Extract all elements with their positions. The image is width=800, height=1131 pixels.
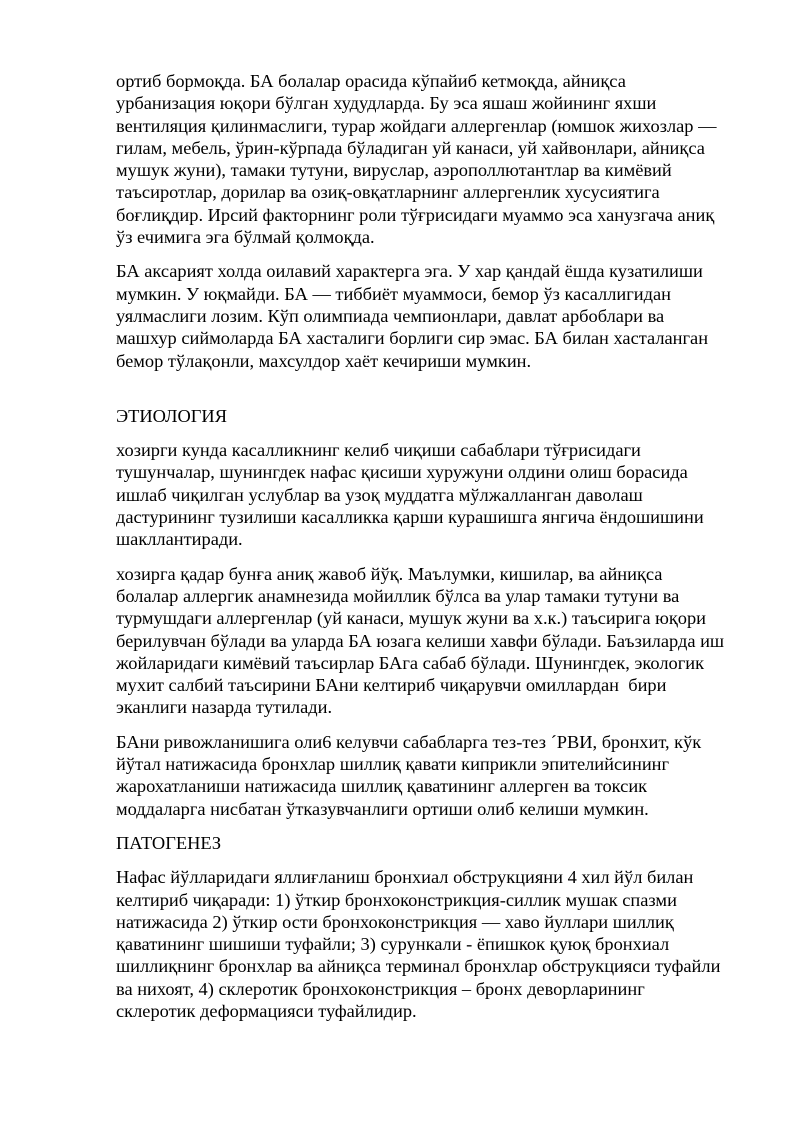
text-line: урбанизация юқори бўлган худудларда. Бу эса яшаш жойининг яхши: [116, 93, 657, 114]
text-line: тушунчалар, шунингдек нафас қисиши хуружуни олдини олиш борасида: [116, 462, 688, 483]
text-line: БА аксарият холда оилавий характерга эга. У хар қандай ёшда кузатилиши: [116, 261, 703, 282]
text-line: ишлаб чиқилган услублар ва узоқ муддатга мўлжалланган даволаш: [116, 484, 643, 505]
text-line: шиллиқнинг бронхлар ва айниқса терминал бронхлар обструкцияси туфайли: [116, 956, 721, 977]
text-line: келтириб чиқаради: 1) ўткир бронхоконстрикция-силлик мушак спазми: [116, 889, 677, 910]
text-line: бемор тўлақонли, махсулдор хаёт кечириши мумкин.: [116, 350, 532, 371]
paragraph-family-character: [116, 260, 736, 371]
text-line: қаватининг шишиши туфайли; 3) сурункали - ёпишкок қуюқ бронхиал: [116, 934, 670, 955]
text-line: турмушдаги аллергенлар (уй канаси, мушук жуни ва х.к.) таъсирига юқори: [116, 608, 706, 629]
text-line: машхур сиймоларда БА хасталиги борлиги сир эмас. БА билан хасталанган: [116, 328, 709, 349]
paragraph-etiology-causes: [116, 731, 736, 820]
text-line: уялмаслиги лозим. Кўп олимпиада чемпионлари, давлат арбоблари ва: [116, 305, 665, 326]
text-line: ўз ечимига эга бўлмай қолмоқда.: [116, 227, 375, 248]
section-heading-etiology: ЭТИОЛОГИЯ: [116, 405, 227, 426]
text-line: ортиб бормоқда. БА болалар орасида кўпайиб кетмоқда, айниқса: [116, 71, 626, 91]
text-line: мумкин. У юқмайди. БА — тиббиёт муаммоси, бемор ўз касаллигидан: [116, 283, 671, 304]
text-line: мушук жуни), тамаки тутуни, вируслар, аэрополлютантлар ва кимёвий: [116, 160, 672, 181]
section-heading-pathogenesis: ПАТОГЕНЕЗ: [116, 832, 222, 853]
text-line: болалар аллергик анамнезида мойиллик бўлса ва улар тамаки тутуни ва: [116, 585, 680, 606]
paragraph-pathogenesis: [116, 866, 736, 1022]
text-line: вентиляция қилинмаслиги, турар жойдаги аллергенлар (юмшок жихозлар —: [116, 115, 717, 136]
text-line: жарохатланиши натижасида шиллиқ қаватининг аллерген ва токсик: [116, 776, 648, 797]
text-line: хозирга қадар бунға аниқ жавоб йўқ. Маълумки, кишилар, ва айниқса: [116, 563, 663, 584]
text-line: моддаларга нисбатан ўтказувчанлиги ортиши олиб келиши мумкин.: [116, 798, 649, 819]
document-page: [116, 70, 736, 1022]
text-line: мухит салбий таъсирини БАни келтириб чиқарувчи омиллардан бири: [116, 675, 667, 696]
text-line: жойларидаги кимёвий таъсирлар БАга сабаб бўлади. Шунингдек, экологик: [116, 652, 705, 673]
text-line: боғлиқдир. Ирсий факторнинг роли тўғрисидаги муаммо эса ханузгача аниқ: [116, 204, 715, 225]
paragraph-prevalence: [116, 70, 736, 248]
text-line: берилувчан бўлади ва уларда БА юзага келиши хавфи бўлади. Баъзиларда иш: [116, 630, 725, 651]
text-line: шакллантиради.: [116, 529, 243, 550]
text-line: ва нихоят, 4) склеротик бронхоконстрикция – бронх деворларининг: [116, 978, 645, 999]
paragraph-etiology-intro: [116, 439, 736, 550]
text-line: гилам, мебель, ўрин-кўрпада бўладиган уй канаси, уй хайвонлари, айниқса: [116, 137, 705, 158]
text-line: хозирги кунда касалликнинг келиб чиқиши сабаблари тўғрисидаги: [116, 440, 641, 461]
text-line: натижасида 2) ўткир ости бронхоконстрикция — хаво йуллари шиллиқ: [116, 911, 674, 932]
text-line: дастурининг тузилиши касалликка қарши курашишга янгича ёндошишини: [116, 507, 704, 528]
text-line: склеротик деформацияси туфайлидир.: [116, 1000, 417, 1021]
text-line: БАни ривожланишига оли6 келувчи сабабларга тез-тез ´РВИ, бронхит, кўк: [116, 731, 702, 752]
text-line: таъсиротлар, дорилар ва озиқ-овқатларнинг аллергенлик хусусиятига: [116, 182, 660, 203]
text-line: эканлиги назарда тутилади.: [116, 697, 333, 718]
text-line: йўтал натижасида бронхлар шиллиқ қавати киприкли эпителийсининг: [116, 754, 670, 775]
paragraph-etiology-risk: [116, 563, 736, 719]
text-line: Нафас йўлларидаги яллиғланиш бронхиал обструкцияни 4 хил йўл билан: [116, 867, 694, 888]
